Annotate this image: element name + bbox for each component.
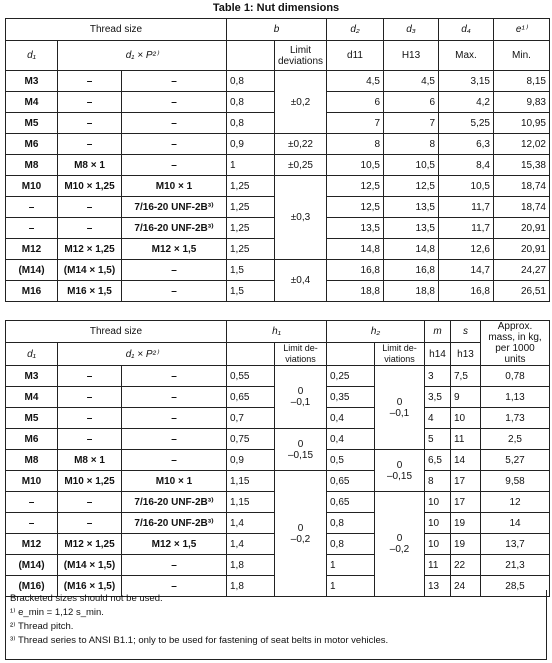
cell-b: 1,25 — [227, 176, 275, 197]
cell-limit-deviation: ±0,4 — [275, 260, 327, 302]
header-approx-mass: Approx. mass, in kg, per 1000 units — [481, 321, 550, 366]
cell: 3 — [425, 366, 451, 387]
cell: 14 — [451, 450, 481, 471]
cell: 16,8 — [327, 260, 384, 281]
cell: – — [6, 197, 58, 218]
cell: 13,5 — [384, 197, 439, 218]
cell: M12 × 1,5 — [122, 239, 227, 260]
footnote-1: ¹⁾ e_min = 1,12 s_min. — [10, 607, 104, 618]
cell-h2-limit-deviation: 0 –0,2 — [375, 492, 425, 597]
table-row — [6, 366, 550, 387]
cell: – — [58, 92, 122, 113]
cell: 3,15 — [439, 71, 494, 92]
cell: 6 — [384, 92, 439, 113]
header2-thread-size: Thread size — [6, 321, 227, 343]
table-row — [6, 176, 550, 197]
cell: (M14 × 1,5) — [58, 555, 122, 576]
cell: M10 × 1 — [122, 471, 227, 492]
cell: M6 — [6, 134, 58, 155]
cell: 7/16-20 UNF-2B³⁾ — [122, 513, 227, 534]
cell: – — [6, 218, 58, 239]
cell: 8 — [384, 134, 439, 155]
cell-h1: 1,15 — [227, 471, 275, 492]
cell: M8 × 1 — [58, 450, 122, 471]
cell: 18,74 — [494, 197, 550, 218]
cell: 8,15 — [494, 71, 550, 92]
cell-b: 1,5 — [227, 281, 275, 302]
cell: – — [122, 450, 227, 471]
header-h2-limit-deviations: Limit de- viations — [375, 343, 425, 366]
cell: 17 — [451, 471, 481, 492]
cell: 10,5 — [327, 155, 384, 176]
header-h13: H13 — [384, 41, 439, 71]
cell: 10,5 — [384, 155, 439, 176]
cell: M12 — [6, 239, 58, 260]
cell: M3 — [6, 71, 58, 92]
table-row — [6, 471, 550, 492]
cell-h2: 0,65 — [327, 492, 375, 513]
cell-h1: 0,55 — [227, 366, 275, 387]
cell: – — [58, 513, 122, 534]
footnote-3: ³⁾ Thread series to ANSI B1.1; only to be used for fastening of seat belts in motor vehicles. — [10, 635, 389, 646]
cell: (M14) — [6, 260, 58, 281]
cell: 20,91 — [494, 239, 550, 260]
header-d1: d₁ — [6, 41, 58, 71]
header-e: e¹⁾ — [494, 19, 550, 41]
cell: 12,6 — [439, 239, 494, 260]
cell: 13,5 — [327, 218, 384, 239]
cell-h2: 0,8 — [327, 513, 375, 534]
cell: M5 — [6, 408, 58, 429]
cell: 28,5 — [481, 576, 550, 597]
cell: 14,7 — [439, 260, 494, 281]
cell: M10 × 1,25 — [58, 176, 122, 197]
cell: 15,38 — [494, 155, 550, 176]
cell: 1,13 — [481, 387, 550, 408]
cell: 26,51 — [494, 281, 550, 302]
cell: – — [58, 218, 122, 239]
cell: 7,5 — [451, 366, 481, 387]
cell-limit-deviation: ±0,22 — [275, 134, 327, 155]
cell-h2: 1 — [327, 555, 375, 576]
header-max: Max. — [439, 41, 494, 71]
cell: – — [122, 260, 227, 281]
cell: – — [58, 113, 122, 134]
cell: 24 — [451, 576, 481, 597]
cell: 13,5 — [384, 218, 439, 239]
cell: 20,91 — [494, 218, 550, 239]
table-row — [6, 260, 550, 281]
footnote-bracketed: Bracketed sizes should not be used. — [10, 593, 163, 604]
table-row — [6, 155, 550, 176]
cell-h1: 0,65 — [227, 387, 275, 408]
cell: – — [6, 492, 58, 513]
cell: M8 — [6, 155, 58, 176]
cell-b: 1,25 — [227, 239, 275, 260]
cell: 10 — [425, 492, 451, 513]
cell: 14,8 — [384, 239, 439, 260]
cell: 11 — [451, 429, 481, 450]
cell-b: 0,8 — [227, 92, 275, 113]
header-d3: d₃ — [384, 19, 439, 41]
cell: 17 — [451, 492, 481, 513]
cell: 11,7 — [439, 197, 494, 218]
table-row — [6, 134, 550, 155]
cell-b: 0,9 — [227, 134, 275, 155]
table-title: Table 1: Nut dimensions — [212, 2, 340, 14]
cell: 10 — [425, 534, 451, 555]
cell: 6 — [327, 92, 384, 113]
cell: – — [58, 492, 122, 513]
cell: 6,5 — [425, 450, 451, 471]
header-h14: h14 — [425, 343, 451, 366]
cell: – — [58, 197, 122, 218]
footnotes — [5, 590, 547, 660]
cell: 22 — [451, 555, 481, 576]
header-limit-deviations: Limit deviations — [275, 41, 327, 71]
header-b: b — [227, 19, 327, 41]
cell: (M16 × 1,5) — [58, 576, 122, 597]
header-h1: h₁ — [227, 321, 327, 343]
cell: – — [122, 387, 227, 408]
cell-h2-limit-deviation: 0 –0,1 — [375, 366, 425, 450]
cell: 4,5 — [327, 71, 384, 92]
cell-limit-deviation: ±0,3 — [275, 176, 327, 260]
cell: – — [58, 366, 122, 387]
cell: M12 × 1,25 — [58, 239, 122, 260]
cell: 10 — [451, 408, 481, 429]
header-h2: h₂ — [327, 321, 425, 343]
cell-b: 1,25 — [227, 197, 275, 218]
cell: 19 — [451, 513, 481, 534]
cell-h1: 0,75 — [227, 429, 275, 450]
cell: 7/16-20 UNF-2B³⁾ — [122, 492, 227, 513]
header-d4: d₄ — [439, 19, 494, 41]
cell: M5 — [6, 113, 58, 134]
cell: 4,5 — [384, 71, 439, 92]
cell: 10 — [425, 513, 451, 534]
cell: 11 — [425, 555, 451, 576]
footnote-2: ²⁾ Thread pitch. — [10, 621, 74, 632]
cell-h2: 0,25 — [327, 366, 375, 387]
cell-limit-deviation: ±0,25 — [275, 155, 327, 176]
cell: M12 × 1,25 — [58, 534, 122, 555]
cell: 10,5 — [439, 176, 494, 197]
cell: – — [122, 71, 227, 92]
header-h1-limit-deviations: Limit de- viations — [275, 343, 327, 366]
cell-h2-limit-deviation: 0 –0,15 — [375, 450, 425, 492]
cell: 8,4 — [439, 155, 494, 176]
cell: 21,3 — [481, 555, 550, 576]
cell-h2: 0,4 — [327, 408, 375, 429]
cell-h2: 0,5 — [327, 450, 375, 471]
cell: 19 — [451, 534, 481, 555]
header-s: s — [451, 321, 481, 343]
header-min: Min. — [494, 41, 550, 71]
cell: 7 — [384, 113, 439, 134]
cell: M16 — [6, 281, 58, 302]
cell: 16,8 — [384, 260, 439, 281]
cell: 18,8 — [327, 281, 384, 302]
cell: 9,58 — [481, 471, 550, 492]
cell: 5,25 — [439, 113, 494, 134]
header-m: m — [425, 321, 451, 343]
cell-h2: 0,65 — [327, 471, 375, 492]
cell: – — [122, 113, 227, 134]
cell: 11,7 — [439, 218, 494, 239]
cell-b: 1,5 — [227, 260, 275, 281]
cell-h1: 0,7 — [227, 408, 275, 429]
header-d11: d11 — [327, 41, 384, 71]
cell: 4,2 — [439, 92, 494, 113]
cell: 13,7 — [481, 534, 550, 555]
cell: 9,83 — [494, 92, 550, 113]
cell: – — [58, 429, 122, 450]
cell: 8 — [327, 134, 384, 155]
cell: – — [122, 281, 227, 302]
cell-h1: 1,4 — [227, 534, 275, 555]
cell: – — [58, 387, 122, 408]
cell: – — [122, 576, 227, 597]
cell: M16 × 1,5 — [58, 281, 122, 302]
cell: 14 — [481, 513, 550, 534]
cell: – — [122, 155, 227, 176]
cell: M8 — [6, 450, 58, 471]
cell: 2,5 — [481, 429, 550, 450]
cell: M10 × 1 — [122, 176, 227, 197]
cell: M8 × 1 — [58, 155, 122, 176]
cell: – — [122, 555, 227, 576]
cell: 5 — [425, 429, 451, 450]
cell-b: 1 — [227, 155, 275, 176]
cell: M10 × 1,25 — [58, 471, 122, 492]
cell: 7/16-20 UNF-2B³⁾ — [122, 218, 227, 239]
cell: M12 — [6, 534, 58, 555]
cell: 16,8 — [439, 281, 494, 302]
cell-h1-limit-deviation: 0 –0,1 — [275, 366, 327, 429]
cell: 14,8 — [327, 239, 384, 260]
cell: 13 — [425, 576, 451, 597]
cell: 18,8 — [384, 281, 439, 302]
cell: M4 — [6, 387, 58, 408]
cell: M6 — [6, 429, 58, 450]
table-row — [6, 429, 550, 450]
cell: 10,95 — [494, 113, 550, 134]
cell: M3 — [6, 366, 58, 387]
header-d2: d₂ — [327, 19, 384, 41]
cell: 12,5 — [327, 176, 384, 197]
cell: M4 — [6, 92, 58, 113]
cell: 12,02 — [494, 134, 550, 155]
header2-d1: d₁ — [6, 343, 58, 366]
cell: M10 — [6, 176, 58, 197]
cell: 7/16-20 UNF-2B³⁾ — [122, 197, 227, 218]
cell: – — [122, 429, 227, 450]
table-row — [6, 71, 550, 92]
cell: 12,5 — [384, 176, 439, 197]
header2-d1xp: d₁ × P²⁾ — [58, 343, 227, 366]
cell: 0,78 — [481, 366, 550, 387]
cell: – — [6, 513, 58, 534]
cell: 9 — [451, 387, 481, 408]
header-thread-size: Thread size — [6, 19, 227, 41]
cell: 12,5 — [327, 197, 384, 218]
cell: 3,5 — [425, 387, 451, 408]
nut-dimensions-table-2 — [5, 320, 550, 597]
cell: 7 — [327, 113, 384, 134]
cell-h1-limit-deviation: 0 –0,15 — [275, 429, 327, 471]
cell: – — [122, 408, 227, 429]
cell: 12 — [481, 492, 550, 513]
cell-h2: 0,4 — [327, 429, 375, 450]
cell: – — [58, 408, 122, 429]
cell: – — [58, 134, 122, 155]
cell-h1: 1,4 — [227, 513, 275, 534]
cell-h2: 0,35 — [327, 387, 375, 408]
cell-b: 0,8 — [227, 113, 275, 134]
cell-h1: 1,15 — [227, 492, 275, 513]
cell: – — [122, 92, 227, 113]
cell-b: 0,8 — [227, 71, 275, 92]
cell: 5,27 — [481, 450, 550, 471]
cell-h1: 1,8 — [227, 555, 275, 576]
cell: 1,73 — [481, 408, 550, 429]
cell-limit-deviation: ±0,2 — [275, 71, 327, 134]
cell-h2: 0,8 — [327, 534, 375, 555]
header-h13-2: h13 — [451, 343, 481, 366]
cell-b: 1,25 — [227, 218, 275, 239]
nut-dimensions-table-1 — [5, 18, 550, 302]
cell: M10 — [6, 471, 58, 492]
cell: – — [122, 366, 227, 387]
cell-h2: 1 — [327, 576, 375, 597]
cell: 18,74 — [494, 176, 550, 197]
cell-h1-limit-deviation: 0 –0,2 — [275, 471, 327, 597]
cell: 4 — [425, 408, 451, 429]
header-d1xp: d₁ × P²⁾ — [58, 41, 227, 71]
cell: 8 — [425, 471, 451, 492]
cell: (M16) — [6, 576, 58, 597]
cell: 6,3 — [439, 134, 494, 155]
cell: M12 × 1,5 — [122, 534, 227, 555]
cell: – — [58, 71, 122, 92]
cell: 24,27 — [494, 260, 550, 281]
cell-h1: 0,9 — [227, 450, 275, 471]
cell-h1: 1,8 — [227, 576, 275, 597]
cell: – — [122, 134, 227, 155]
cell: (M14 × 1,5) — [58, 260, 122, 281]
cell: (M14) — [6, 555, 58, 576]
